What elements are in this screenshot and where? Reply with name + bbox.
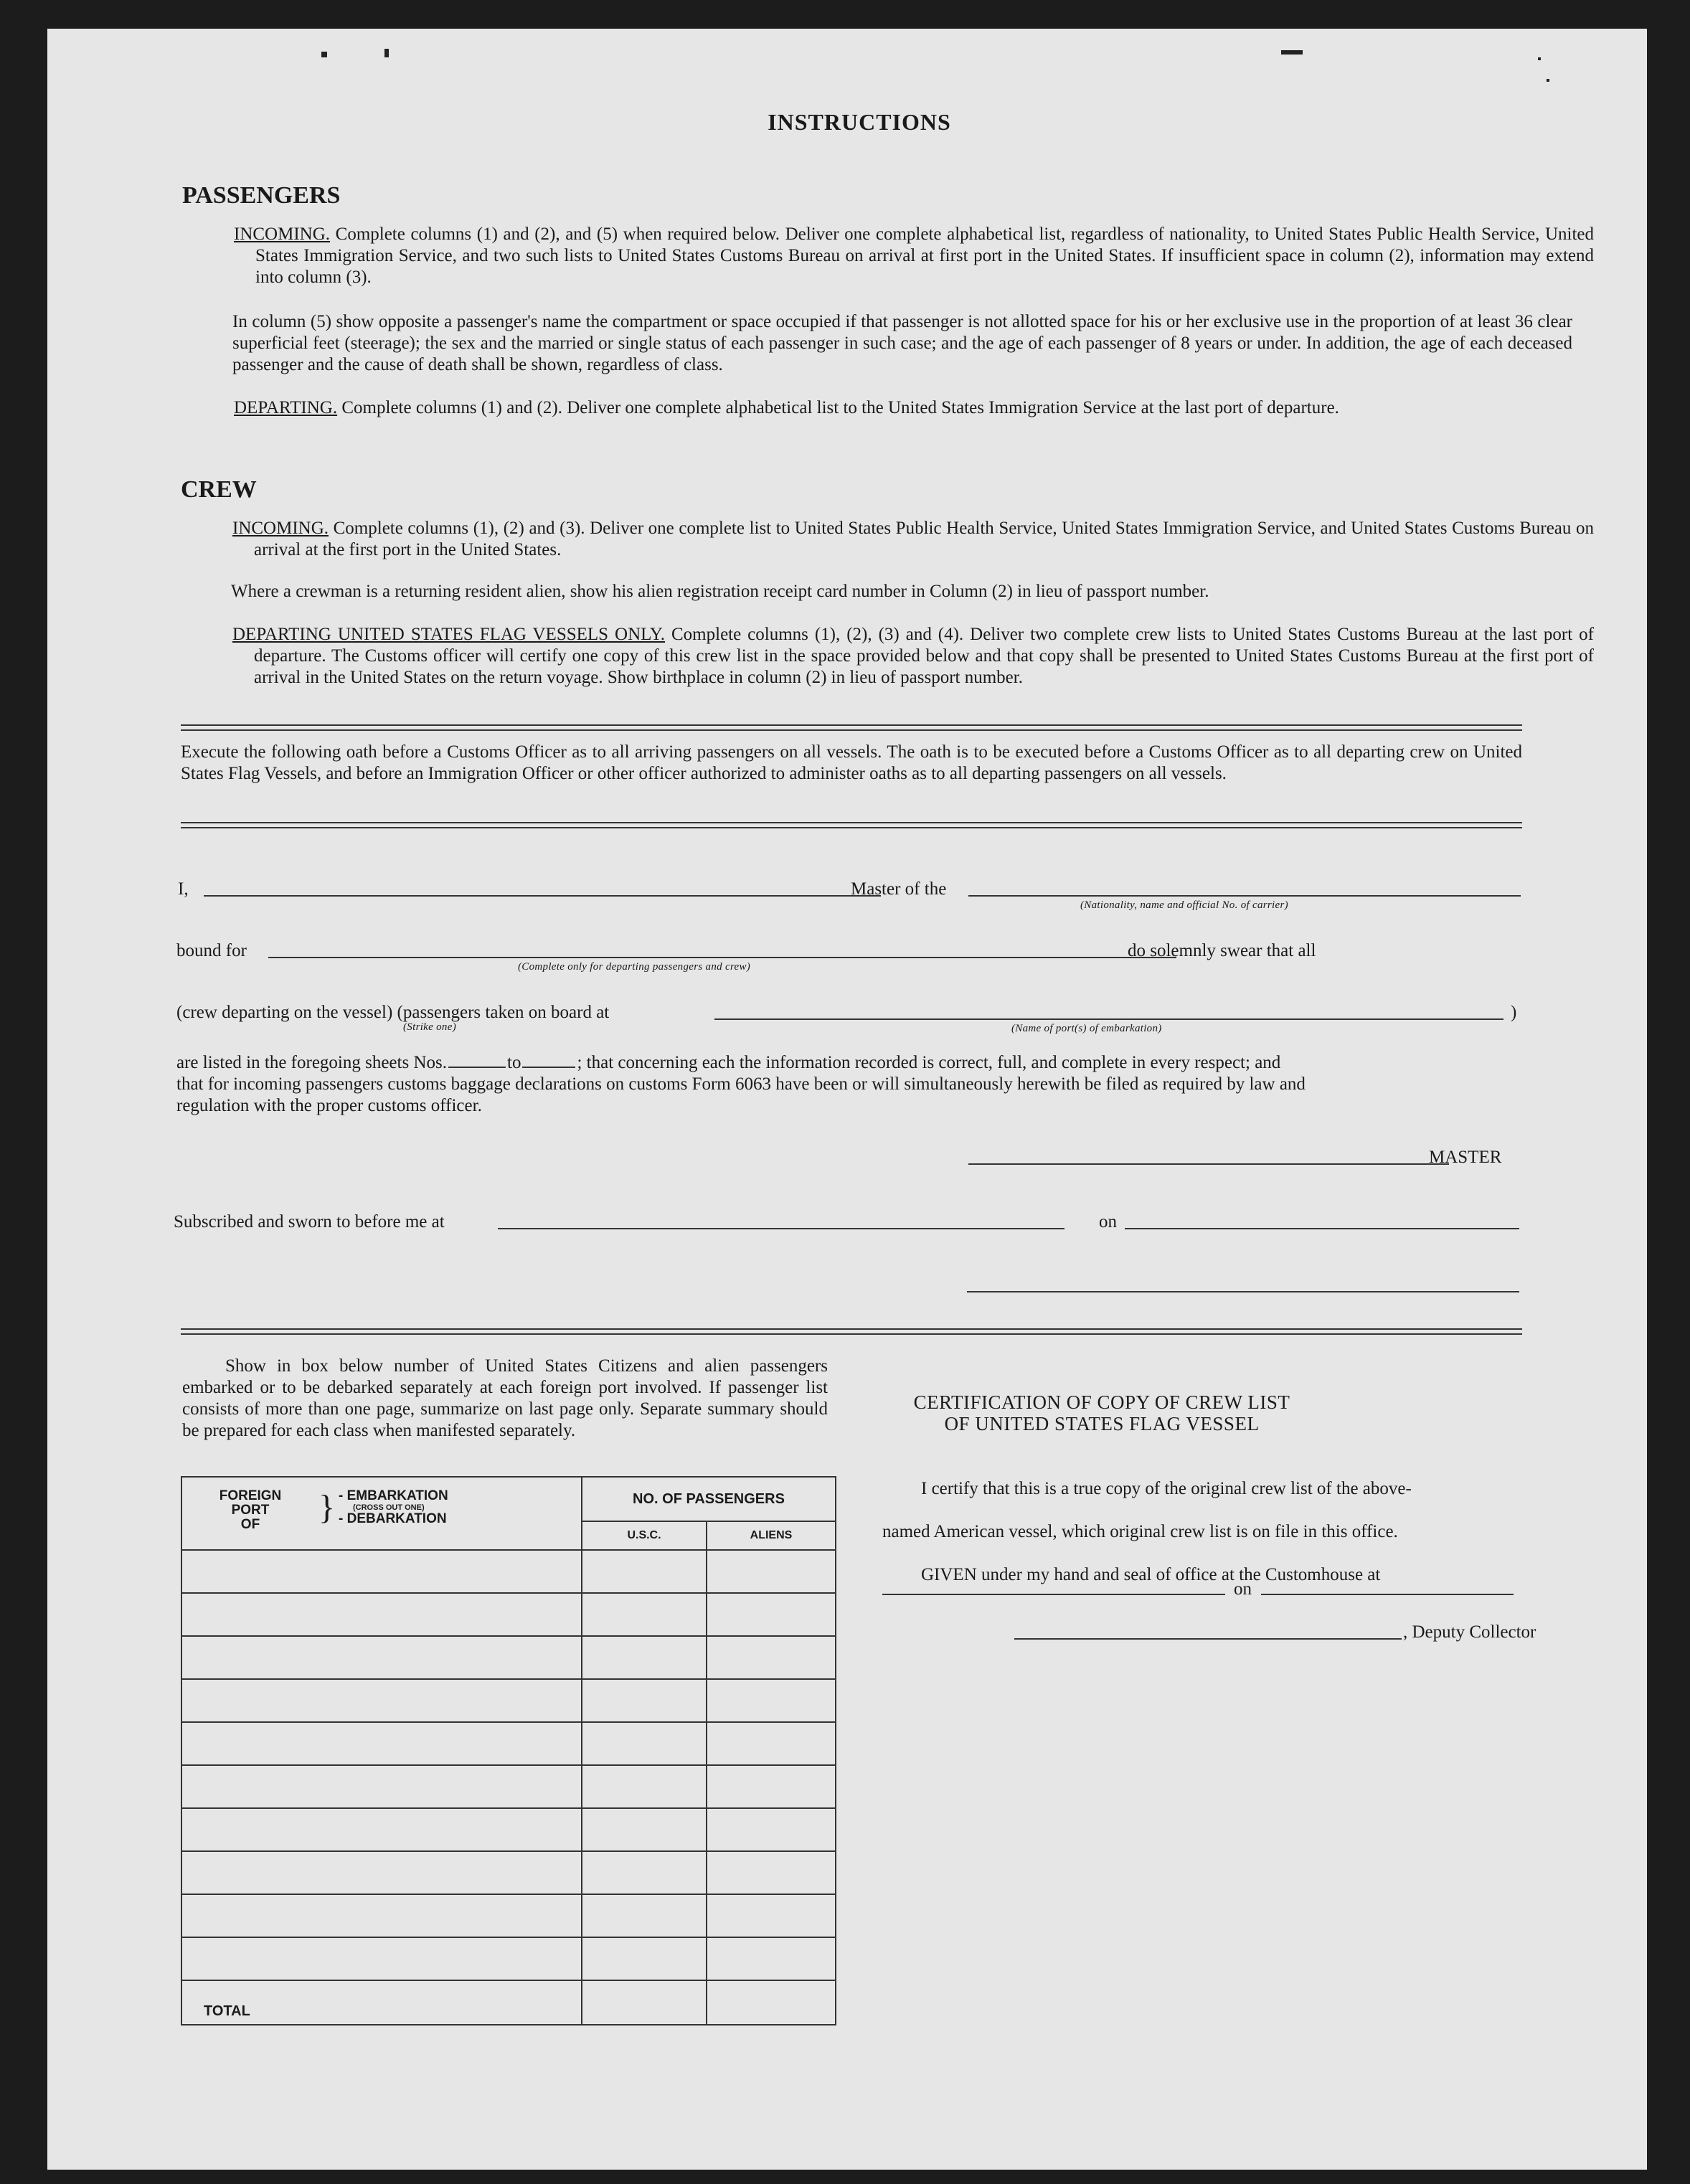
listed-line1: [176, 1053, 1522, 1073]
scan-mark: [1538, 57, 1541, 60]
debarkation-label: - DEBARKATION: [339, 1511, 447, 1526]
usc-cell[interactable]: [582, 1679, 707, 1722]
usc-cell[interactable]: [582, 1722, 707, 1765]
carrier-field[interactable]: [968, 895, 1521, 897]
subscribed-place-field[interactable]: [498, 1228, 1064, 1229]
sheet-from-field[interactable]: [448, 1066, 506, 1068]
table-row: [181, 1937, 836, 1980]
divider: [181, 822, 1522, 828]
port-header: [181, 1477, 582, 1550]
crew-incoming-label: INCOMING.: [232, 519, 329, 538]
ports-caption: (Name of port(s) of embarkation): [1011, 1023, 1162, 1034]
total-label: TOTAL: [181, 1980, 582, 2025]
aliens-cell[interactable]: [707, 1636, 836, 1679]
table-row: [181, 1851, 836, 1894]
listed-line3: regulation with the proper customs officer.: [176, 1096, 482, 1115]
port-cell[interactable]: [181, 1722, 582, 1765]
certify-line-1: I certify that this is a true copy of the original crew list of the above-: [921, 1479, 1412, 1498]
port-cell[interactable]: [181, 1937, 582, 1980]
crew-heading: CREW: [181, 476, 257, 503]
passengers-column5-paragraph: In column (5) show opposite a passenger's name the compartment or space occupied if that passenger is not allotted space for his or her exclusive use in the proportion of at least 36 clear superficial feet (steerage); the sex and the married or single status of each passenger in such case; and the age of each passenger of 8 years or under. In addition, the age of each deceased passenger and the cause of death shall be shown, regardless of class.: [232, 312, 1572, 374]
close-paren: ): [1511, 1003, 1517, 1022]
aliens-cell[interactable]: [707, 1937, 836, 1980]
total-aliens-cell[interactable]: [707, 1980, 836, 2025]
master-of-the-label: Master of the: [851, 879, 947, 899]
usc-cell[interactable]: [582, 1894, 707, 1937]
certification-title-1: CERTIFICATION OF COPY OF CREW LIST: [913, 1391, 1290, 1413]
listed-pre: are listed in the foregoing sheets Nos.: [176, 1053, 447, 1072]
brace-mark: }: [318, 1488, 336, 1526]
master-name-field[interactable]: [204, 895, 881, 897]
table-row: [181, 1550, 836, 1593]
bound-for-field[interactable]: [268, 957, 1176, 958]
aliens-cell[interactable]: [707, 1808, 836, 1851]
table-row: [181, 1894, 836, 1937]
listed-to: to: [507, 1053, 521, 1072]
sheet-to-field[interactable]: [522, 1066, 575, 1068]
passengers-departing-paragraph: [234, 397, 1594, 419]
usc-cell[interactable]: [582, 1550, 707, 1593]
usc-cell[interactable]: [582, 1636, 707, 1679]
port-cell[interactable]: [181, 1765, 582, 1808]
subscribed-date-field[interactable]: [1125, 1228, 1519, 1229]
master-label: MASTER: [1429, 1148, 1502, 1167]
table-row: [181, 1636, 836, 1679]
port-cell[interactable]: [181, 1550, 582, 1593]
crew-departing-label: (crew departing on the vessel) (passengers taken on board at: [176, 1003, 610, 1022]
embarkation-label: - EMBARKATION: [339, 1488, 448, 1503]
passengers-incoming-paragraph: [234, 224, 1594, 288]
certification-on-label: on: [1234, 1579, 1252, 1599]
bound-for-label: bound for: [176, 941, 247, 960]
crew-resident-paragraph: Where a crewman is a returning resident alien, show his alien registration receipt card number in Column (2) in lieu of passport number.: [231, 582, 1209, 601]
swear-label: do solemnly swear that all: [1128, 941, 1316, 960]
table-row: [181, 1765, 836, 1808]
divider: [181, 1328, 1522, 1335]
passengers-heading: PASSENGERS: [182, 182, 341, 209]
passengers-departing-text: Complete columns (1) and (2). Deliver one complete alphabetical list to the United States Immigration Service at the last port of departure.: [341, 398, 1339, 417]
table-row: [181, 1722, 836, 1765]
scan-mark: [321, 52, 327, 57]
table-row: [181, 1808, 836, 1851]
aliens-cell[interactable]: [707, 1722, 836, 1765]
usc-cell[interactable]: [582, 1593, 707, 1636]
port-cell[interactable]: [181, 1808, 582, 1851]
listed-line2: that for incoming passengers customs baggage declarations on customs Form 6063 have been or will simultaneously herewith be filed as required by law and: [176, 1074, 1306, 1094]
deputy-collector-signature[interactable]: [1014, 1638, 1402, 1640]
usc-cell[interactable]: [582, 1765, 707, 1808]
officer-signature-field[interactable]: [967, 1291, 1519, 1292]
master-signature-field[interactable]: [968, 1163, 1449, 1165]
scan-mark: [384, 49, 389, 57]
cross-out-label: (CROSS OUT ONE): [353, 1503, 425, 1512]
divider: [181, 724, 1522, 731]
certification-title-2: OF UNITED STATES FLAG VESSEL: [944, 1413, 1260, 1434]
strike-one-caption: (Strike one): [403, 1021, 456, 1033]
aliens-cell[interactable]: [707, 1765, 836, 1808]
subscribed-on-label: on: [1099, 1212, 1117, 1232]
port-cell[interactable]: [181, 1636, 582, 1679]
aliens-cell[interactable]: [707, 1851, 836, 1894]
embarkation-ports-field[interactable]: [714, 1018, 1503, 1020]
no-passengers-header: NO. OF PASSENGERS: [582, 1477, 836, 1521]
crew-incoming-paragraph: [232, 518, 1594, 561]
port-cell[interactable]: [181, 1851, 582, 1894]
port-label: PORT: [231, 1503, 270, 1518]
usc-cell[interactable]: [582, 1937, 707, 1980]
usc-cell[interactable]: [582, 1808, 707, 1851]
crew-departing-text: Complete columns (1), (2), (3) and (4). Deliver two complete crew lists to United States Customs Bureau at the last port of departure. The Customs officer will certify one copy of this crew list in the space provided below and that copy shall be presented to United States Customs Bureau at the first port of arrival in the United States on the return voyage. Show birthplace in column (2) in lieu of passport number.: [254, 625, 1594, 687]
of-label: OF: [240, 1517, 260, 1532]
port-cell[interactable]: [181, 1679, 582, 1722]
customhouse-field[interactable]: [882, 1594, 1225, 1595]
passengers-departing-label: DEPARTING.: [234, 398, 338, 417]
summary-note: Show in box below number of United States Citizens and alien passengers embarked or to be debarked separately at each foreign port involved. If passenger list consists of more than one page, summarize on last page only. Separate summary should be prepared for each class when manifested separately.: [182, 1356, 828, 1440]
document-page: [47, 29, 1647, 2170]
passenger-summary-table: [181, 1476, 836, 2025]
aliens-header: ALIENS: [707, 1521, 836, 1550]
port-cell[interactable]: [181, 1894, 582, 1937]
foreign-label: FOREIGN: [219, 1488, 282, 1503]
page-title: INSTRUCTIONS: [768, 109, 951, 135]
scan-mark: [1281, 50, 1303, 55]
port-cell[interactable]: [181, 1593, 582, 1636]
aliens-cell[interactable]: [707, 1894, 836, 1937]
deputy-collector-label: , Deputy Collector: [1403, 1622, 1536, 1642]
passengers-incoming-label: INCOMING.: [234, 224, 331, 244]
given-line: GIVEN under my hand and seal of office at the Customhouse at: [921, 1565, 1381, 1584]
listed-post: ; that concerning each the information recorded is correct, full, and complete in every respect; and: [577, 1053, 1281, 1072]
subscribed-label: Subscribed and sworn to before me at: [174, 1212, 445, 1232]
scan-mark: [1547, 79, 1549, 82]
crew-departing-label: DEPARTING UNITED STATES FLAG VESSELS ONLY.: [232, 625, 666, 644]
usc-cell[interactable]: [582, 1851, 707, 1894]
crew-departing-paragraph: [232, 624, 1594, 689]
carrier-caption: (Nationality, name and official No. of carrier): [1080, 899, 1288, 911]
table-row: [181, 1593, 836, 1636]
crew-incoming-text: Complete columns (1), (2) and (3). Deliver one complete list to United States Public Health Service, United States Immigration Service, and United States Customs Bureau on arrival at the first port in the United States.: [254, 519, 1594, 559]
oath-intro: Execute the following oath before a Customs Officer as to all arriving passengers on all vessels. The oath is to be executed before a Customs Officer as to all departing crew on United States Flag Vessels, and before an Immigration Officer or other officer authorized to administer oaths as to all departing passengers on all vessels.: [181, 742, 1522, 783]
aliens-cell[interactable]: [707, 1679, 836, 1722]
aliens-cell[interactable]: [707, 1593, 836, 1636]
certification-date-field[interactable]: [1261, 1594, 1514, 1595]
passengers-incoming-text: Complete columns (1) and (2), and (5) when required below. Deliver one complete alphabetical list, regardless of nationality, to United States Public Health Service, United States Immigration Service, and two such lists to United States Customs Bureau on arrival at first port in the United States. If insufficient space in column (2), information may extend into column (3).: [255, 224, 1595, 287]
aliens-cell[interactable]: [707, 1550, 836, 1593]
table-row: [181, 1679, 836, 1722]
oath-i-label: I,: [178, 879, 189, 899]
usc-header: U.S.C.: [582, 1521, 707, 1550]
total-usc-cell[interactable]: [582, 1980, 707, 2025]
certify-line-2: named American vessel, which original crew list is on file in this office.: [882, 1522, 1398, 1541]
bound-for-caption: (Complete only for departing passengers and crew): [518, 961, 751, 973]
